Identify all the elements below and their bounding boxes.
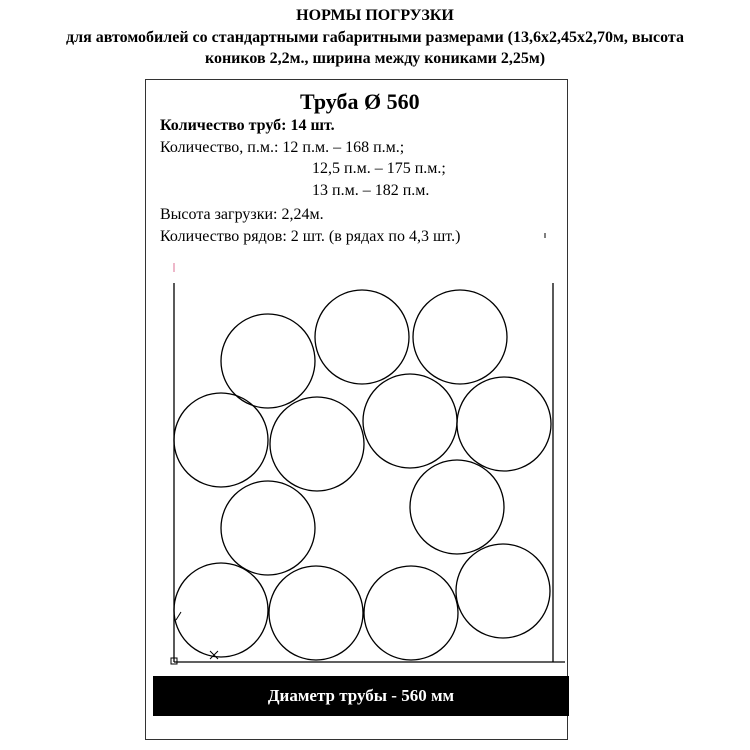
diameter-banner: Диаметр трубы - 560 мм bbox=[153, 676, 569, 716]
page-subtitle-line2: коников 2,2м., ширина между кониками 2,25м) bbox=[204, 50, 546, 67]
load-height: Высота загрузки: 2,24м. bbox=[160, 206, 324, 223]
pipe-circle bbox=[413, 290, 507, 384]
pipe-count: Количество труб: 14 шт. bbox=[160, 117, 335, 134]
pipe-circle bbox=[270, 397, 364, 491]
length-line-2: 12,5 п.м. – 175 п.м.; bbox=[312, 160, 446, 177]
pipe-circle bbox=[174, 563, 268, 657]
pipe-circle bbox=[364, 566, 458, 660]
pipe-circle bbox=[363, 374, 457, 468]
pipe-circle bbox=[269, 566, 363, 660]
tick-mark bbox=[176, 612, 181, 620]
pipe-circle bbox=[315, 290, 409, 384]
pipe-circle bbox=[221, 314, 315, 408]
pipe-circle bbox=[221, 481, 315, 575]
pipe-circle bbox=[174, 393, 268, 487]
pipe-circle bbox=[410, 460, 504, 554]
length-line-3: 13 п.м. – 182 п.м. bbox=[312, 182, 430, 199]
page-subtitle-line1: для автомобилей со стандартными габаритными размерами (13,6х2,45х2,70м, высота bbox=[66, 29, 684, 46]
pipe-circle bbox=[456, 544, 550, 638]
card-title: Труба Ø 560 bbox=[300, 89, 420, 114]
rows-count: Количество рядов: 2 шт. (в рядах по 4,3 шт.) bbox=[160, 228, 461, 245]
length-line-1: Количество, п.м.: 12 п.м. – 168 п.м.; bbox=[160, 139, 405, 156]
cross-mark bbox=[210, 651, 218, 659]
pipe-circle bbox=[457, 377, 551, 471]
page-title: НОРМЫ ПОГРУЗКИ bbox=[296, 7, 454, 24]
